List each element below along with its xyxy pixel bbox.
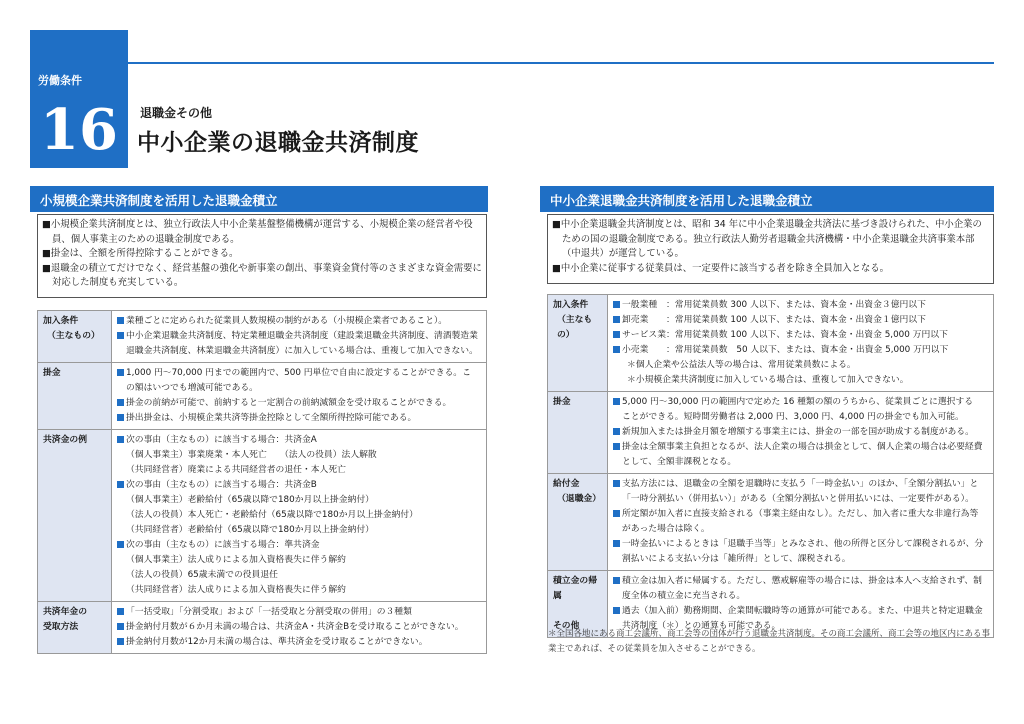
left-section-header: 小規模企業共済制度を活用した退職金積立: [30, 186, 488, 212]
content-line: 卸売業 ：常用従業員数 100 人以下、または、資本金・出資金１億円以下: [613, 313, 989, 328]
row-label-sub: （主なもの）: [47, 331, 100, 341]
table-row: [38, 363, 487, 430]
right-section-header: 中小企業退職金共済制度を活用した退職金積立: [540, 186, 994, 212]
content-line: ことができる。短時間労働者は 2,000 円、3,000 円、4,000 円の掛金でも加入可能。: [622, 412, 964, 422]
bullet-square-icon: [117, 414, 124, 421]
content-line: 過去（加入前）勤務期間、企業間転職時等の通算が可能である。また、中退共と特定退職金: [613, 604, 989, 619]
content-line: 新規加入または掛金月額を増額する事業主には、掛金の一部を国が助成する制度がある。: [613, 425, 989, 440]
row-label: 給付金 （退職金）: [548, 474, 608, 571]
row-label: 掛金: [38, 363, 112, 430]
bullet-square-icon: [117, 399, 124, 406]
content-line: 共済制度（＊）との通算も可能である。: [622, 621, 781, 631]
left-intro-item: ■退職金の積立てだけでなく、経営基盤の強化や新事業の創出、事業資金貸付等のさまざまな資金需要に対応した制度も充実している。: [42, 262, 482, 288]
content-line: （法人の役員）本人死亡・老齢給付（65歳以降で180か月以上掛金納付）: [126, 510, 418, 520]
content-line: 支払方法には、退職金の全額を退職時に支払う「一時金払い」のほか、「全額分割払い」と: [613, 477, 989, 492]
content-line: 1,000 円〜70,000 円までの範囲内で、500 円単位で自由に設定することができる。こ: [117, 366, 482, 381]
left-intro-box: [37, 214, 487, 298]
content-line: サービス業：常用従業員数 100 人以下、または、資本金・出資金 5,000 万円以下: [613, 328, 989, 343]
content-line: （共同経営者）法人成りによる加入資格喪失に伴う解約: [126, 585, 346, 595]
bullet-square-icon: [613, 331, 620, 338]
bullet-square-icon: [613, 398, 620, 405]
row-content: [608, 392, 994, 474]
content-line: 所定額が加入者に直接支給される（事業主経由なし）。ただし、加入者に重大な非違行為等: [613, 507, 989, 522]
right-intro-box: [547, 214, 994, 284]
content-line: 業種ごとに定められた従業員人数規模の制約がある（小規模企業者であること）。: [117, 314, 482, 329]
content-line: として、全額非課税となる。: [622, 457, 737, 467]
table-row: [38, 430, 487, 602]
content-line: 掛金の前納が可能で、前納すると一定割合の前納減額金を受け取ることができる。: [117, 396, 482, 411]
content-line: （法人の役員）65歳未満での役員退任: [126, 570, 278, 580]
content-line: 割払いによる支払い分は「雑所得」として、課税される。: [622, 554, 851, 564]
bullet-square-icon: [613, 510, 620, 517]
content-line: （共同経営者）老齢給付（65歳以降で180か月以上掛金納付）: [126, 525, 374, 535]
right-info-table: [547, 294, 994, 638]
content-line: ＊小規模企業共済制度に加入している場合は、重複して加入できない。: [627, 375, 909, 385]
content-line: 「一時分割払い（併用払い）」がある（全額分割払いと併用払いには、一定要件がある）。: [622, 494, 974, 504]
content-line: （個人事業主）事業廃業・本人死亡 （法人の役員）法人解散: [126, 450, 377, 460]
row-content: [112, 311, 487, 363]
header-rule: [128, 62, 994, 64]
chapter-number: 16: [40, 97, 118, 163]
content-line: 掛出掛金は、小規模企業共済等掛金控除として全額所得控除可能である。: [117, 411, 482, 426]
content-line: 掛金納付月数が６か月未満の場合は、共済金A・共済金Bを受け取ることができない。: [117, 620, 482, 635]
bullet-square-icon: [117, 541, 124, 548]
bullet-square-icon: [613, 480, 620, 487]
bullet-square-icon: [117, 623, 124, 630]
row-content: [608, 474, 994, 571]
page-subtitle: 退職金その他: [140, 106, 213, 120]
bullet-square-icon: [613, 316, 620, 323]
bullet-square-icon: [117, 638, 124, 645]
row-label: 積立金の帰属 その他: [548, 571, 608, 638]
table-row: [548, 474, 994, 571]
chapter-category: 労働条件: [38, 74, 82, 87]
table-row: [38, 311, 487, 363]
content-line: ＊個人企業や公益法人等の場合は、常用従業員数による。: [627, 360, 856, 370]
left-info-table: [37, 310, 487, 654]
content-line: 小売業 ：常用従業員数 50 人以下、または、資本金・出資金 5,000 万円以下: [613, 343, 989, 358]
content-line: 一般業種 ：常用従業員数 300 人以下、または、資本金・出資金３億円以下: [613, 298, 989, 313]
row-content: [112, 363, 487, 430]
bullet-square-icon: [613, 346, 620, 353]
left-intro-item: ■掛金は、全額を所得控除することができる。: [42, 248, 239, 259]
content-line: 次の事由（主なもの）に該当する場合：準共済金: [117, 538, 482, 553]
right-intro-item: ■中小企業に従事する従業員は、一定要件に該当する者を除き全員加入となる。: [552, 262, 889, 274]
row-label: 共済年金の 受取方法: [38, 602, 112, 654]
row-content: [112, 430, 487, 602]
content-line: 次の事由（主なもの）に該当する場合：共済金A: [117, 433, 482, 448]
bullet-square-icon: [117, 436, 124, 443]
left-intro-item: ■小規模企業共済制度とは、独立行政法人中小企業基盤整備機構が運営する、小規模企業の経営者や役員、個人事業主のための退職金制度である。: [42, 219, 473, 245]
bullet-square-icon: [117, 369, 124, 376]
row-label: 掛金: [548, 392, 608, 474]
chapter-badge: [30, 30, 128, 168]
content-line: 「一括受取」「分割受取」および「一括受取と分割受取の併用」の３種類: [117, 605, 482, 620]
bullet-square-icon: [117, 317, 124, 324]
row-content: [608, 295, 994, 392]
content-line: 次の事由（主なもの）に該当する場合：共済金B: [117, 478, 482, 493]
bullet-square-icon: [117, 481, 124, 488]
bullet-square-icon: [613, 428, 620, 435]
table-row: [548, 392, 994, 474]
content-line: （個人事業主）法人成りによる加入資格喪失に伴う解約: [126, 555, 346, 565]
bullet-square-icon: [613, 607, 620, 614]
row-label-text: 加入条件: [43, 316, 79, 326]
bullet-square-icon: [613, 540, 620, 547]
table-row: [548, 295, 994, 392]
content-line: の額はいつでも増減可能である。: [126, 383, 258, 393]
row-label: 共済金の例: [38, 430, 112, 602]
page-title: 中小企業の退職金共済制度: [137, 130, 419, 156]
content-line: （共同経営者）廃業による共同経営者の退任・本人死亡: [126, 465, 346, 475]
right-intro-item: ■中小企業退職金共済制度とは、昭和 34 年に中小企業退職金共済法に基づき設けられた、中小企業のための国の退職金制度である。独立行政法人勤労者退職金共済機構・中小企業退職金共済事業本部（中退共）が運営している。: [552, 219, 982, 259]
content-line: 5,000 円〜30,000 円の範囲内で定めた 16 種類の額のうちから、従業員ごとに選択する: [613, 395, 989, 410]
content-line: 度全体の積立金に充当される。: [622, 591, 746, 601]
table-row: [38, 602, 487, 654]
content-line: があった場合は除く。: [622, 524, 710, 534]
row-label: [38, 311, 112, 363]
content-line: 掛金納付月数が12か月未満の場合は、準共済金を受け取ることができない。: [117, 635, 482, 650]
bullet-square-icon: [613, 301, 620, 308]
content-line: 退職金共済制度、林業退職金共済制度）に加入している場合は、重複して加入できない。: [126, 346, 478, 356]
content-line: 一時金払いによるときは「退職手当等」とみなされ、他の所得と区分して課税されるが、分: [613, 537, 989, 552]
bullet-square-icon: [117, 608, 124, 615]
content-line: （個人事業主）老齢給付（65歳以降で180か月以上掛金納付）: [126, 495, 374, 505]
bullet-square-icon: [117, 332, 124, 339]
row-content: [112, 602, 487, 654]
content-line: 掛金は全額事業主負担となるが、法人企業の場合は損金として、個人企業の場合は必要経費: [613, 440, 989, 455]
footnote: ＊全国各地にある商工会議所、商工会等の団体が行う退職金共済制度。その商工会議所、商工会等の地区内にある事業主であれば、その従業員を加入させることができる。: [548, 629, 991, 654]
bullet-square-icon: [613, 443, 620, 450]
row-label: 加入条件 （主なもの）: [548, 295, 608, 392]
bullet-square-icon: [613, 577, 620, 584]
content-line: 積立金は加入者に帰属する。ただし、懲戒解雇等の場合には、掛金は本人へ支給されず、制: [613, 574, 989, 589]
content-line: 中小企業退職金共済制度、特定業種退職金共済制度（建設業退職金共済制度、清酒製造業: [117, 329, 482, 344]
